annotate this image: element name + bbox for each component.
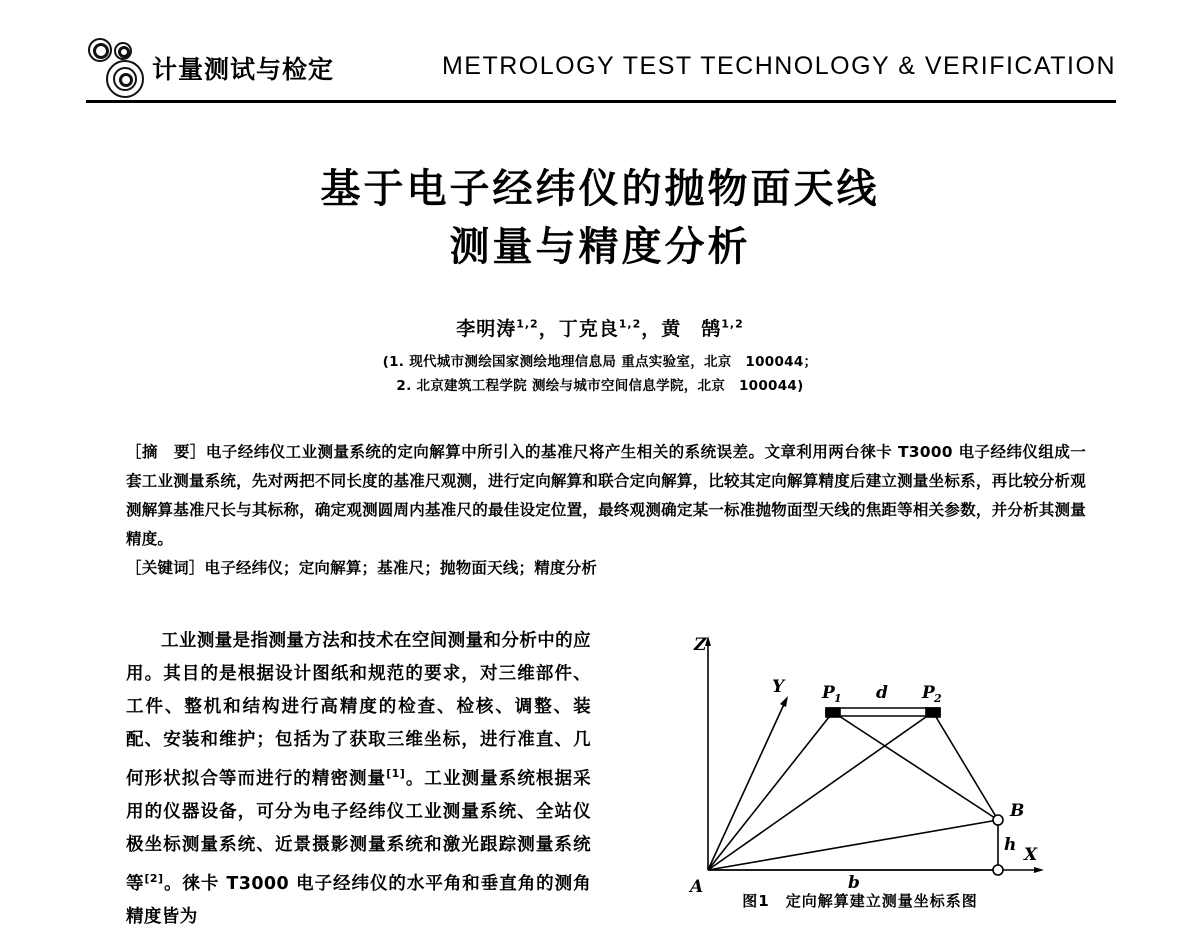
affiliation-1: (1. 现代城市测绘国家测绘地理信息局 重点实验室，北京 100044； <box>382 354 818 370</box>
figure-1-caption: 图1 定向解算建立测量坐标系图 <box>742 892 978 910</box>
body-text-1c: 。徕卡 T3000 电子经纬仪的水平角和垂直角的测角精度皆为 <box>126 873 591 927</box>
figure-label-h: h <box>1004 835 1017 855</box>
author-name-3: 黄 鹄 <box>661 318 722 340</box>
figure-1 <box>620 620 1100 920</box>
abstract-label: ［摘 要］ <box>126 443 206 461</box>
figure-label-d: d <box>876 683 888 703</box>
figure-label-p2: P <box>922 683 935 703</box>
figure-label-p2-sub: 2 <box>934 692 942 705</box>
figure-label-a: A <box>690 877 704 897</box>
author-name-1: 李明涛 <box>456 318 517 340</box>
abstract-text: 电子经纬仪工业测量系统的定向解算中所引入的基准尺将产生相关的系统误差。文章利用两台徕卡 T3000 电子经纬仪组成一套工业测量系统，先对两把不同长度的基准尺观测，进行定向解算和联合定向解算，比较其定向解算精度后建立测量坐标系，再比较分析观测解算基准尺长与其标称，确定观测圆周内基准尺的最佳设定位置，最终观测确定某一标准抛物面型天线的焦距等相关参数，并分析其测量精度。 <box>126 443 1086 548</box>
figure-label-p1: P <box>822 683 835 703</box>
body-paragraph-1 <box>126 625 591 934</box>
keywords-paragraph <box>126 554 1086 583</box>
citation-2: [2] <box>144 871 164 885</box>
author-affil-mark-3: 1,2 <box>721 317 744 331</box>
header-divider <box>86 100 1116 103</box>
figure-label-b: b <box>848 873 860 893</box>
page-title <box>0 160 1200 276</box>
citation-1: [1] <box>386 767 406 780</box>
running-header <box>86 36 1116 98</box>
affiliation-2: 2. 北京建筑工程学院 测绘与城市空间信息学院，北京 100044) <box>396 378 804 394</box>
concentric-rings-icon <box>86 36 156 96</box>
journal-name-en: METROLOGY TEST TECHNOLOGY & VERIFICATION <box>441 52 1116 80</box>
figure-label-y: Y <box>772 677 785 697</box>
figure-1-drawing <box>620 620 1100 920</box>
figure-label-z: Z <box>694 635 707 655</box>
figure-label-x: X <box>1024 845 1038 865</box>
body-column-left <box>126 625 591 934</box>
journal-name-cn: 计量测试与检定 <box>152 55 335 84</box>
title-line-2: 测量与精度分析 <box>449 223 751 270</box>
figure-label-b: B <box>1010 801 1025 821</box>
keywords-text: 电子经纬仪；定向解算；基准尺；抛物面天线；精度分析 <box>204 559 598 577</box>
figure-label-p1-sub: 1 <box>834 692 842 705</box>
abstract-paragraph <box>126 438 1086 554</box>
author-name-2: 丁克良 <box>558 318 619 340</box>
body-text-1b: 。工业测量系统根据采用的仪器设备，可分为电子经纬仪工业测量系统、全站仪极坐标测量系统、近景摄影测量系统和激光跟踪测量系统等 <box>126 768 592 894</box>
abstract-block <box>126 438 1086 583</box>
author-list: 李明涛$^{1,2}$，丁克良$^{1,2}$，黄 鹄$^{1,2}$ <box>456 317 744 340</box>
title-line-1: 基于电子经纬仪的抛物面天线 <box>320 165 880 212</box>
body-text-1a: 工业测量是指测量方法和技术在空间测量和分析中的应用。其目的是根据设计图纸和规范的要求，对三维部件、工件、整机和结构进行高精度的检查、检核、调整、装配、安装和维护；包括为了获取三维坐标，进行准直、几何形状拟合等而进行的精密测量 <box>126 631 591 789</box>
keywords-label: ［关键词］ <box>126 559 205 577</box>
author-affil-mark-2: 1,2 <box>618 317 642 331</box>
author-affil-mark-1: 1,2 <box>516 317 539 331</box>
